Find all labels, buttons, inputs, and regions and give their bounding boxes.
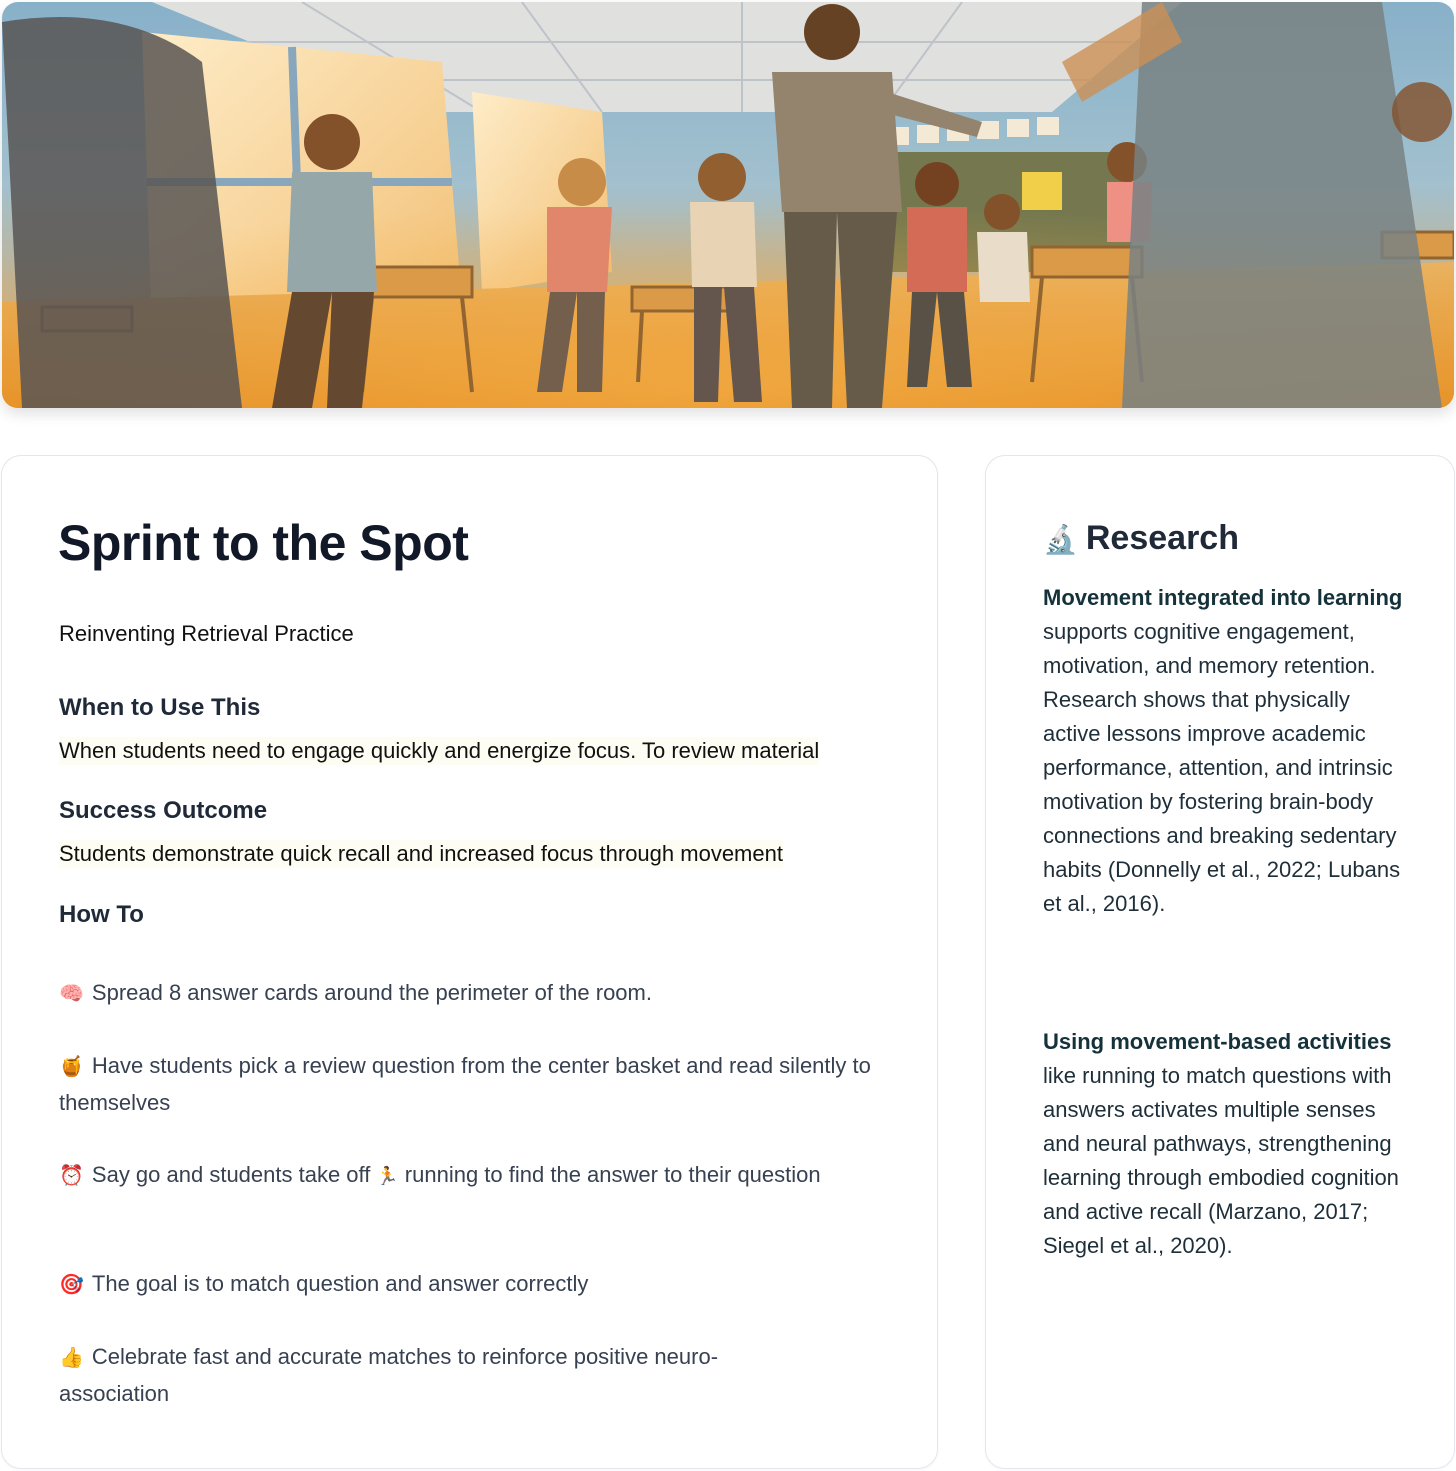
microscope-icon: 🔬 <box>1043 524 1078 555</box>
research-title: Research <box>1085 519 1239 557</box>
step-text: The goal is to match question and answer correctly <box>91 1271 589 1296</box>
step-text: Celebrate fast and accurate matches to reinforce positive neuro-association <box>59 1344 719 1406</box>
page-title: Sprint to the Spot <box>58 515 469 571</box>
research-text: like running to match questions with answers activates multiple senses and neural pathways, strengthening learning through embodied cognition and active recall (Marzano, 2017; Siegel et al., 2020). <box>1043 1063 1399 1258</box>
success-outcome-heading: Success Outcome <box>59 797 268 824</box>
honey-pot-icon: 🍯 <box>59 1056 84 1078</box>
success-outcome-text: Students demonstrate quick recall and increased focus through movement <box>59 841 783 866</box>
step-text: running to find the answer to their question <box>404 1162 821 1187</box>
research-emphasis: Using movement-based activities <box>1043 1029 1392 1054</box>
how-to-step <box>59 1266 889 1303</box>
step-text: Have students pick a review question from the center basket and read silently to themselves <box>59 1053 871 1115</box>
how-to-step <box>59 1048 889 1121</box>
hero-image <box>2 2 1454 408</box>
how-to-heading: How To <box>59 901 144 928</box>
classroom-illustration <box>2 2 1454 408</box>
how-to-step <box>59 1157 889 1194</box>
thumbs-up-icon: 👍 <box>59 1347 84 1369</box>
target-icon: 🎯 <box>59 1274 84 1296</box>
runner-icon: 🏃 <box>376 1166 399 1186</box>
research-paragraph <box>1043 1025 1403 1263</box>
subtitle: Reinventing Retrieval Practice <box>59 621 354 646</box>
how-to-step <box>59 975 889 1012</box>
activity-card <box>1 455 938 1469</box>
alarm-clock-icon: ⏰ <box>59 1165 84 1187</box>
research-emphasis: Movement integrated into learning <box>1043 585 1403 610</box>
brain-icon: 🧠 <box>59 983 84 1005</box>
step-text: Spread 8 answer cards around the perimeter of the room. <box>91 980 652 1005</box>
research-text: supports cognitive engagement, motivation, and memory retention. Research shows that physically active lessons improve academic performance, attention, and intrinsic motivation by fostering brain-body connections and breaking sedentary habits (Donnelly et al., 2022; Lubans et al., 2016). <box>1043 619 1401 916</box>
when-to-use-text: When students need to engage quickly and energize focus. To review material <box>59 738 820 763</box>
step-text: Say go and students take off <box>91 1162 371 1187</box>
research-heading <box>1043 518 1239 560</box>
when-to-use-heading: When to Use This <box>59 694 261 721</box>
how-to-step <box>59 1339 819 1412</box>
research-paragraph <box>1043 581 1403 921</box>
